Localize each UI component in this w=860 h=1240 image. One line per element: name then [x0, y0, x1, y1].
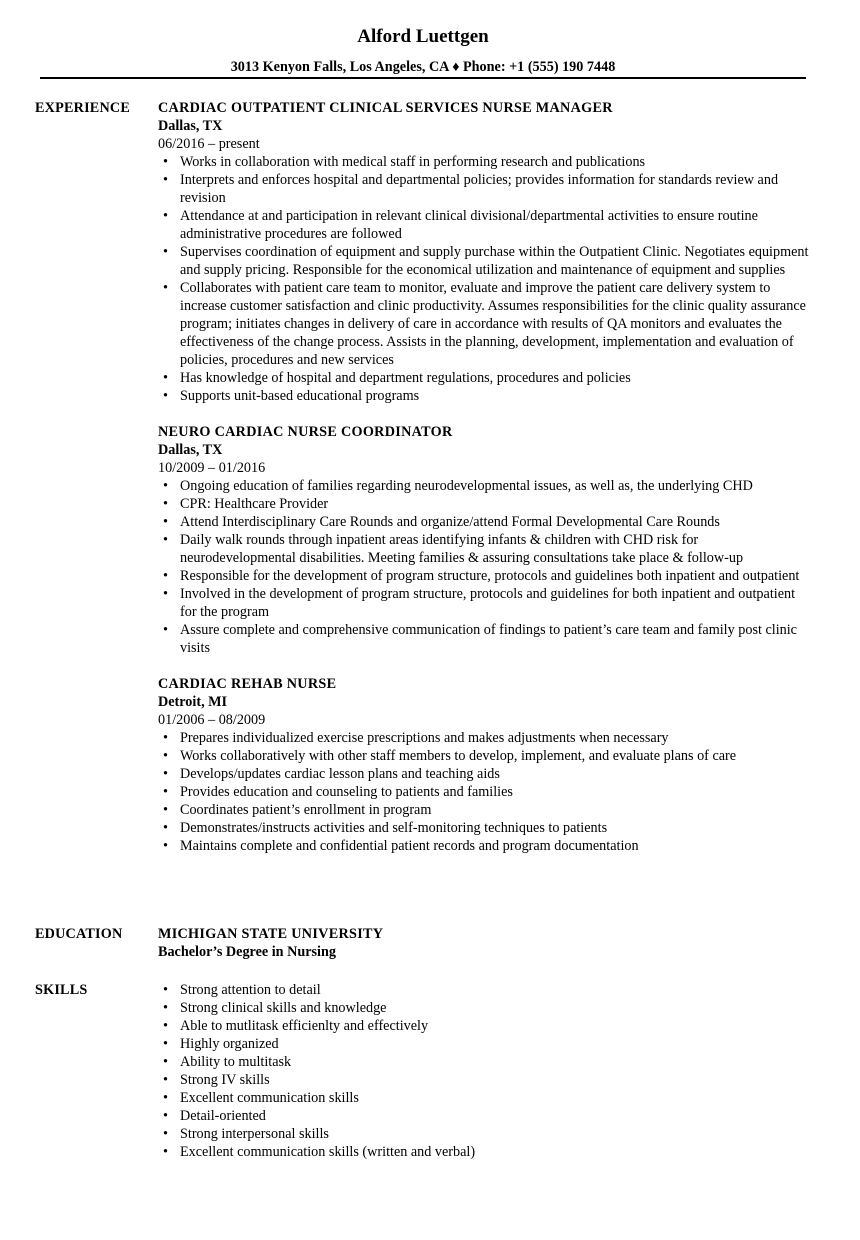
list-item: • CPR: Healthcare Provider	[180, 495, 812, 513]
job-dates: 01/2006 – 08/2009	[158, 712, 266, 728]
job-bullets	[158, 729, 812, 855]
list-item: • Attend Interdisciplinary Care Rounds and organize/attend Formal Developmental Care Rounds	[180, 513, 812, 531]
list-item: • Strong interpersonal skills	[180, 1125, 812, 1143]
degree: Bachelor’s Degree in Nursing	[158, 944, 336, 960]
list-item: • Maintains complete and confidential patient records and program documentation	[180, 837, 812, 855]
list-item: • Develops/updates cardiac lesson plans and teaching aids	[180, 765, 812, 783]
skills-body	[158, 981, 812, 1161]
experience-body	[158, 99, 812, 873]
list-item: • Ongoing education of families regarding neurodevelopmental issues, as well as, the underlying CHD	[180, 477, 812, 495]
job-location: Dallas, TX	[158, 442, 223, 458]
list-item: • Interprets and enforces hospital and departmental policies; provides information for standards review and revision	[180, 171, 812, 207]
job-location: Detroit, MI	[158, 694, 228, 710]
list-item: • Able to mutlitask efficienlty and effectively	[180, 1017, 812, 1035]
job-dates: 10/2009 – 01/2016	[158, 460, 266, 476]
candidate-name: Alford Luettgen	[357, 26, 489, 47]
list-item: • Works collaboratively with other staff members to develop, implement, and evaluate plans of care	[180, 747, 812, 765]
school-name: MICHIGAN STATE UNIVERSITY	[158, 926, 384, 942]
job-entry	[158, 99, 812, 405]
list-item: • Responsible for the development of program structure, protocols and guidelines both inpatient and outpatient	[180, 567, 812, 585]
list-item: • Daily walk rounds through inpatient areas identifying infants & children with CHD risk for neurodevelopmental disabilities. Meeting families & assuring consultations take place & follow-up	[180, 531, 812, 567]
list-item: • Attendance at and participation in relevant clinical divisional/departmental activities to ensure routine administrative procedures are followed	[180, 207, 812, 243]
header-divider	[40, 77, 806, 79]
job-title: NEURO CARDIAC NURSE COORDINATOR	[158, 424, 453, 440]
list-item: • Ability to multitask	[180, 1053, 812, 1071]
list-item: • Works in collaboration with medical staff in performing research and publications	[180, 153, 812, 171]
list-item: • Coordinates patient’s enrollment in program	[180, 801, 812, 819]
job-dates: 06/2016 – present	[158, 136, 260, 152]
list-item: • Strong clinical skills and knowledge	[180, 999, 812, 1017]
job-entry	[158, 423, 812, 657]
list-item: • Excellent communication skills (written and verbal)	[180, 1143, 812, 1161]
list-item: • Excellent communication skills	[180, 1089, 812, 1107]
list-item: • Involved in the development of program structure, protocols and guidelines for both inpatient and outpatient for the program	[180, 585, 812, 621]
job-bullets	[158, 477, 812, 657]
section-title-experience: EXPERIENCE	[35, 100, 131, 116]
section-title-skills: SKILLS	[35, 982, 88, 998]
job-location: Dallas, TX	[158, 118, 223, 134]
contact-line: 3013 Kenyon Falls, Los Angeles, CA ♦ Phone: +1 (555) 190 7448	[230, 59, 616, 75]
list-item: • Detail-oriented	[180, 1107, 812, 1125]
education-body	[158, 925, 812, 961]
job-entry	[158, 675, 812, 855]
job-bullets	[158, 153, 812, 405]
job-title: CARDIAC REHAB NURSE	[158, 676, 337, 692]
list-item: • Supports unit-based educational programs	[180, 387, 812, 405]
list-item: • Has knowledge of hospital and department regulations, procedures and policies	[180, 369, 812, 387]
section-title-education: EDUCATION	[35, 926, 123, 942]
list-item: • Highly organized	[180, 1035, 812, 1053]
list-item: • Strong IV skills	[180, 1071, 812, 1089]
list-item: • Supervises coordination of equipment and supply purchase within the Outpatient Clinic. Negotiates equipment and supply pricing. Responsible for the economical utilization and maintenance of equipment and supplies	[180, 243, 812, 279]
skills-list	[158, 981, 812, 1161]
list-item: • Collaborates with patient care team to monitor, evaluate and improve the patient care delivery system to increase customer satisfaction and clinic productivity. Assumes responsibilities for the clinic quality assurance program; initiates changes in delivery of care in accordance with results of QA monitors and evaluates the effectiveness of the change process. Assists in the planning, development, implementation and evaluation of policies, procedures and new services	[180, 279, 812, 369]
list-item: • Provides education and counseling to patients and families	[180, 783, 812, 801]
list-item: • Strong attention to detail	[180, 981, 812, 999]
job-title: CARDIAC OUTPATIENT CLINICAL SERVICES NURSE MANAGER	[158, 100, 613, 116]
list-item: • Demonstrates/instructs activities and self-monitoring techniques to patients	[180, 819, 812, 837]
resume-header	[40, 24, 806, 76]
list-item: • Assure complete and comprehensive communication of findings to patient’s care team and family post clinic visits	[180, 621, 812, 657]
list-item: • Prepares individualized exercise prescriptions and makes adjustments when necessary	[180, 729, 812, 747]
